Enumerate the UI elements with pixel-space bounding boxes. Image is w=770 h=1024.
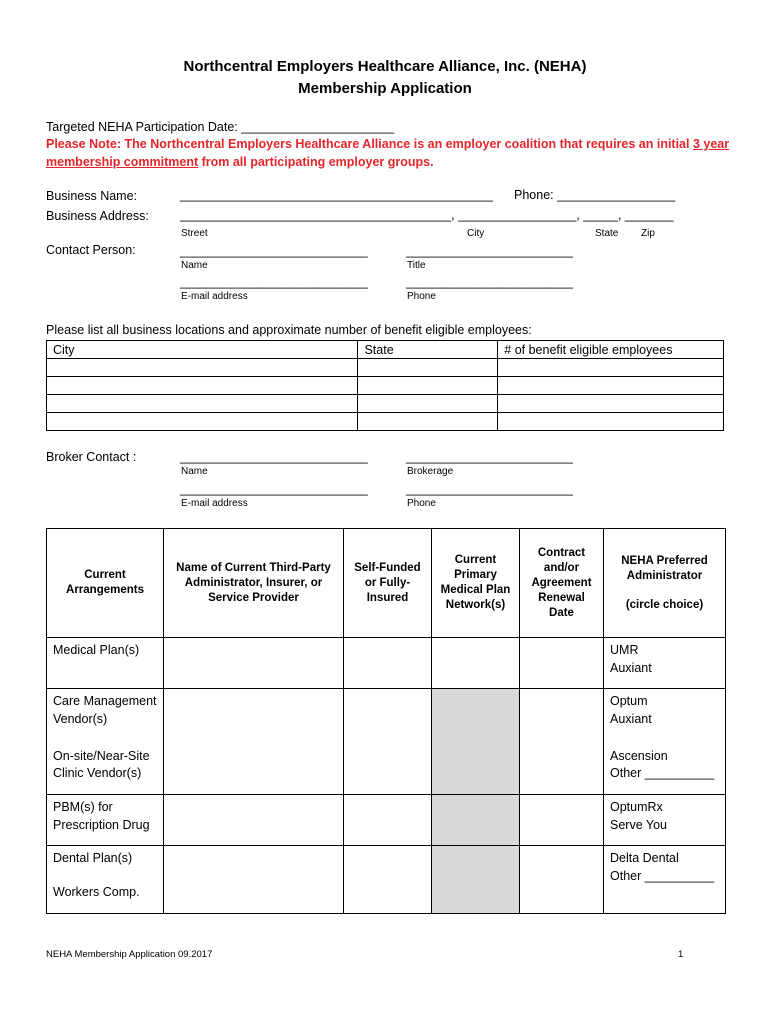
row-label-care-management: Care Management Vendor(s) bbox=[47, 689, 164, 744]
choice-cell bbox=[604, 846, 726, 914]
street-caption: Street bbox=[181, 228, 208, 239]
network-cell-disabled bbox=[432, 846, 520, 914]
broker-contact-label: Broker Contact : bbox=[46, 450, 137, 464]
table-row bbox=[47, 846, 726, 880]
commitment-note-line2 bbox=[46, 155, 434, 169]
city-cell[interactable] bbox=[47, 359, 358, 377]
choice-other[interactable]: Other __________ bbox=[610, 868, 715, 883]
choice-ascension[interactable]: Ascension bbox=[610, 748, 668, 763]
contact-email-caption: E-mail address bbox=[181, 291, 248, 302]
circle-choice-caption: (circle choice) bbox=[625, 598, 704, 611]
employees-cell[interactable] bbox=[498, 359, 724, 377]
header-administrator-name: Name of Current Third-Party Administrator, Insurer, or Service Provider bbox=[164, 529, 344, 638]
locations-header-row bbox=[47, 341, 724, 359]
participation-date[interactable]: Targeted NEHA Participation Date: ______________________ bbox=[46, 120, 395, 134]
state-caption: State bbox=[595, 228, 619, 239]
header-employees: # of benefit eligible employees bbox=[498, 341, 724, 359]
row-label-workers-comp: Workers Comp. bbox=[47, 880, 164, 914]
table-row bbox=[47, 689, 726, 744]
page-number: 1 bbox=[678, 949, 684, 960]
locations-table bbox=[46, 340, 724, 431]
renewal-cell[interactable] bbox=[520, 689, 604, 795]
table-row bbox=[47, 795, 726, 846]
renewal-cell[interactable] bbox=[520, 846, 604, 914]
network-cell[interactable] bbox=[432, 638, 520, 689]
header-current-arrangements: Current Arrangements bbox=[47, 529, 164, 638]
broker-phone-caption: Phone bbox=[407, 498, 436, 509]
preferred-admin-title: NEHA Preferred Administrator bbox=[621, 554, 708, 582]
note-underlined-2: membership commitment bbox=[46, 155, 199, 169]
choice-umr[interactable]: UMR bbox=[610, 643, 639, 657]
administrator-cell[interactable] bbox=[164, 689, 344, 795]
contact-name-field[interactable]: ___________________________ bbox=[180, 244, 368, 258]
choice-serve-you[interactable]: Serve You bbox=[610, 817, 667, 832]
state-cell[interactable] bbox=[358, 413, 498, 431]
employees-cell[interactable] bbox=[498, 413, 724, 431]
broker-name-field[interactable]: ___________________________ bbox=[180, 450, 368, 464]
table-row bbox=[47, 395, 724, 413]
choice-cell bbox=[604, 795, 726, 846]
commitment-note bbox=[46, 137, 729, 151]
contact-phone-field[interactable]: ________________________ bbox=[406, 275, 573, 289]
table-row bbox=[47, 638, 726, 689]
contact-email-field[interactable]: ___________________________ bbox=[180, 275, 368, 289]
choice-auxiant[interactable]: Auxiant bbox=[610, 711, 652, 726]
city-caption: City bbox=[467, 228, 485, 239]
administrator-cell[interactable] bbox=[164, 638, 344, 689]
arrangements-table bbox=[46, 528, 726, 914]
footer-document-id: NEHA Membership Application 09.2017 bbox=[46, 949, 213, 960]
header-network: Current Primary Medical Plan Network(s) bbox=[432, 529, 520, 638]
administrator-cell[interactable] bbox=[164, 795, 344, 846]
renewal-cell[interactable] bbox=[520, 638, 604, 689]
funding-cell[interactable] bbox=[344, 689, 432, 795]
state-cell[interactable] bbox=[358, 377, 498, 395]
funding-cell[interactable] bbox=[344, 638, 432, 689]
contact-name-caption: Name bbox=[181, 260, 208, 271]
row-label-clinic: On-site/Near-Site Clinic Vendor(s) bbox=[47, 744, 164, 795]
contact-person-label: Contact Person: bbox=[46, 243, 136, 257]
locations-prompt: Please list all business locations and approximate number of benefit eligible employees: bbox=[46, 323, 532, 337]
zip-caption: Zip bbox=[641, 228, 655, 239]
funding-cell[interactable] bbox=[344, 795, 432, 846]
table-row bbox=[47, 413, 724, 431]
choice-optum[interactable]: Optum bbox=[610, 694, 648, 708]
header-state: State bbox=[358, 341, 498, 359]
city-cell[interactable] bbox=[47, 395, 358, 413]
brokerage-field[interactable]: ________________________ bbox=[406, 450, 573, 464]
choice-cell bbox=[604, 638, 726, 689]
header-renewal-date: Contract and/or Agreement Renewal Date bbox=[520, 529, 604, 638]
network-cell-disabled bbox=[432, 795, 520, 846]
funding-cell[interactable] bbox=[344, 846, 432, 914]
choice-auxiant[interactable]: Auxiant bbox=[610, 660, 652, 675]
note-underlined-1: 3 year bbox=[692, 137, 730, 151]
arrangements-header-row bbox=[47, 529, 726, 638]
choice-cell bbox=[604, 744, 726, 795]
note-text-1: Please Note: The Northcentral Employers Healthcare Alliance is an employer coalition that requires an initial bbox=[46, 137, 693, 151]
administrator-cell[interactable] bbox=[164, 846, 344, 914]
header-city: City bbox=[47, 341, 358, 359]
row-label-dental: Dental Plan(s) bbox=[47, 846, 164, 880]
employees-cell[interactable] bbox=[498, 377, 724, 395]
employees-cell[interactable] bbox=[498, 395, 724, 413]
network-cell-disabled bbox=[432, 689, 520, 795]
broker-phone-field[interactable]: ________________________ bbox=[406, 482, 573, 496]
broker-email-caption: E-mail address bbox=[181, 498, 248, 509]
document-title: Northcentral Employers Healthcare Alliance, Inc. (NEHA) bbox=[183, 58, 587, 75]
city-cell[interactable] bbox=[47, 377, 358, 395]
header-preferred-administrator bbox=[604, 529, 726, 638]
note-text-2: from all participating employer groups. bbox=[198, 155, 434, 169]
choice-other[interactable]: Other __________ bbox=[610, 766, 715, 780]
state-cell[interactable] bbox=[358, 359, 498, 377]
contact-phone-caption: Phone bbox=[407, 291, 436, 302]
broker-email-field[interactable]: ___________________________ bbox=[180, 482, 368, 496]
phone-field[interactable]: Phone: _________________ bbox=[514, 188, 676, 202]
business-name-field[interactable]: _____________________________________________ bbox=[180, 188, 493, 202]
table-row bbox=[47, 359, 724, 377]
table-row bbox=[47, 377, 724, 395]
choice-cell bbox=[604, 689, 726, 744]
state-cell[interactable] bbox=[358, 395, 498, 413]
contact-title-field[interactable]: ________________________ bbox=[406, 244, 573, 258]
header-funding: Self-Funded or Fully-Insured bbox=[344, 529, 432, 638]
row-label-pbm: PBM(s) for Prescription Drug bbox=[47, 795, 164, 846]
row-label-medical: Medical Plan(s) bbox=[47, 638, 164, 689]
choice-delta-dental[interactable]: Delta Dental bbox=[610, 851, 679, 865]
business-address-label: Business Address: bbox=[46, 209, 149, 223]
city-cell[interactable] bbox=[47, 413, 358, 431]
brokerage-caption: Brokerage bbox=[407, 466, 454, 477]
business-address-field[interactable]: _______________________________________, _________________, _____, _______ bbox=[180, 208, 674, 222]
renewal-cell[interactable] bbox=[520, 795, 604, 846]
broker-name-caption: Name bbox=[181, 466, 208, 477]
choice-optumrx[interactable]: OptumRx bbox=[610, 800, 663, 814]
contact-title-caption: Title bbox=[407, 260, 426, 271]
business-name-label: Business Name: bbox=[46, 189, 138, 203]
document-subtitle: Membership Application bbox=[298, 80, 472, 97]
